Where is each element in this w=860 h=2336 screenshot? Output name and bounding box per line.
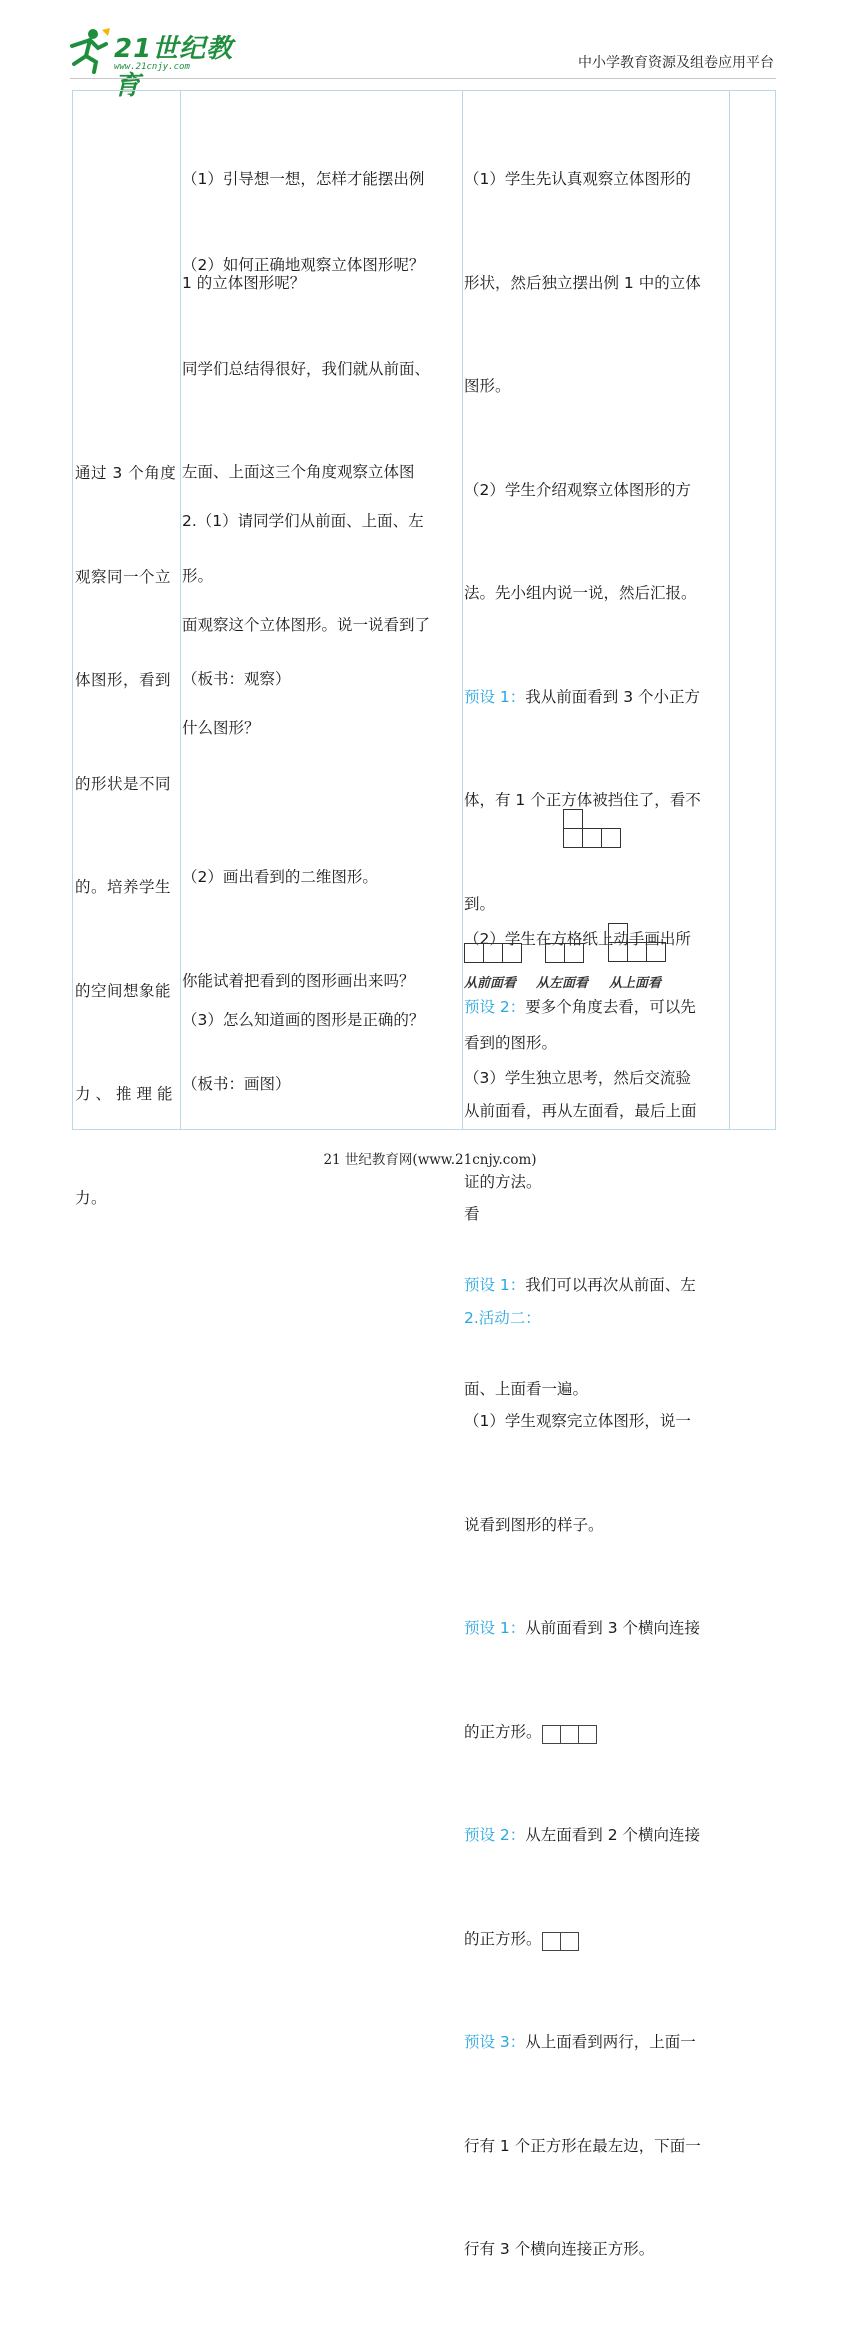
text-line: 同学们总结得很好，我们就从前面、	[182, 359, 431, 378]
text-line: 左面、上面这三个角度观察立体图	[182, 463, 415, 481]
text-line: 形状，然后独立摆出例 1 中的立体	[464, 273, 701, 292]
preset-label: 预设 3：	[464, 2033, 526, 2051]
square-icon	[608, 942, 628, 962]
preset-text: 从前面看到 3 个横向连接	[525, 1619, 701, 1637]
square-icon	[601, 828, 621, 848]
text-line: （板书：观察）	[182, 670, 291, 688]
logo-url: www.21cnjy.com	[114, 62, 190, 72]
teacher-activity-2	[182, 435, 462, 815]
square-icon	[483, 943, 503, 963]
text-line: （2）学生在方格纸上动手画出所	[464, 930, 691, 948]
text-line: 体，有 1 个正方体被挡住了，看不	[464, 791, 701, 809]
header-divider	[70, 78, 776, 79]
column-divider	[729, 91, 730, 1129]
left-view-drawing	[545, 943, 587, 965]
text-line: （1）学生观察完立体图形，说一	[464, 1412, 691, 1430]
text-line	[464, 1715, 729, 1750]
text-line	[464, 1922, 729, 1957]
square-icon	[608, 923, 628, 943]
caption-front: 从前面看	[464, 976, 517, 991]
text-line: 证的方法。	[464, 1172, 542, 1191]
text-line: 的形状是不同	[75, 774, 172, 793]
text-line: 看到的图形。	[464, 1033, 558, 1052]
caption-top: 从上面看	[609, 976, 662, 991]
text-line: 什么图形？	[182, 719, 260, 737]
square-icon	[578, 1725, 597, 1744]
left-view-squares	[542, 1929, 578, 1949]
square-icon	[542, 1725, 561, 1744]
preset-text: 要多个角度去看，可以先	[525, 998, 696, 1016]
text-line: 行有 3 个横向连接正方形。	[464, 2240, 655, 2258]
square-icon	[563, 809, 583, 829]
text-line: （1）引导想一想，怎样才能摆出例	[182, 170, 425, 188]
text-line	[464, 680, 729, 715]
text-line: 看	[464, 1205, 480, 1223]
preset-label: 预设 2：	[464, 998, 526, 1016]
text-line: 的空间想象能	[75, 981, 172, 1000]
text-line: （2）画出看到的二维图形。	[182, 868, 378, 886]
square-icon	[560, 1932, 579, 1951]
square-icon	[542, 1932, 561, 1951]
page-footer: 21 世纪教育网(www.21cnjy.com)	[323, 1152, 537, 1168]
preset-text: 的正方形。	[464, 1722, 542, 1741]
text-line: 体图形，看到	[75, 671, 172, 689]
preset-text: 我们可以再次从前面、左	[525, 1276, 696, 1294]
square-icon	[464, 943, 484, 963]
square-icon	[502, 943, 522, 963]
text-line: 行有 1 个正方形在最左边，下面一	[464, 2136, 701, 2155]
preset-label: 预设 1：	[464, 1276, 526, 1294]
preset-text: 我从前面看到 3 个小正方	[525, 687, 701, 706]
top-view-figure	[563, 809, 633, 853]
text-line: 从前面看，再从左面看，最后上面	[464, 1101, 697, 1120]
text-line: 力、推理能	[75, 1085, 178, 1103]
logo-text: 21世纪教育	[114, 34, 234, 101]
text-line	[464, 1818, 729, 1853]
runner-logo-icon	[62, 26, 112, 74]
text-line: 说看到图形的样子。	[464, 1515, 604, 1534]
text-line: 观察同一个立	[75, 567, 172, 586]
text-line: 通过 3 个角度	[75, 464, 177, 482]
text-line: 力。	[75, 1188, 108, 1207]
text-line: 你能试着把看到的图形画出来吗？	[182, 971, 415, 990]
caption-left: 从左面看	[536, 976, 589, 991]
site-logo[interactable]	[62, 26, 252, 101]
square-icon	[646, 942, 666, 962]
text-line: 到。	[464, 894, 496, 913]
text-line: （1）学生先认真观察立体图形的	[464, 170, 691, 188]
text-line: （2）如何正确地观察立体图形呢？	[182, 256, 425, 274]
preset-label: 预设 1：	[464, 1619, 526, 1637]
text-line: （2）学生介绍观察立体图形的方	[464, 480, 691, 499]
text-line: 面、上面看一遍。	[464, 1379, 589, 1398]
text-line: 2.（1）请同学们从前面、上面、左	[182, 512, 424, 530]
platform-name: 中小学教育资源及组卷应用平台	[578, 55, 774, 71]
square-icon	[560, 1725, 579, 1744]
text-line: 法。先小组内说一说，然后汇报。	[464, 584, 697, 602]
square-icon	[627, 942, 647, 962]
text-line: 形。	[182, 566, 214, 585]
square-icon	[564, 943, 584, 963]
activity-heading: 2.活动二：	[464, 1308, 541, 1327]
column-divider	[462, 91, 463, 1129]
preset-label: 预设 2：	[464, 1826, 526, 1844]
teacher-verify-question	[182, 934, 462, 1107]
text-line: （板书：画图）	[182, 1075, 291, 1093]
text-line	[464, 1611, 729, 1646]
square-icon	[563, 828, 583, 848]
square-icon	[545, 943, 565, 963]
text-line: 面观察这个立体图形。说一说看到了	[182, 615, 431, 634]
preset-label: 预设 1：	[464, 687, 526, 706]
text-line: （3）学生独立思考，然后交流验	[464, 1069, 691, 1087]
text-line: 图形。	[464, 377, 511, 395]
preset-text: 从左面看到 2 个横向连接	[525, 1826, 701, 1844]
page-header	[0, 0, 860, 101]
text-line	[464, 1268, 729, 1303]
text-line: 1 的立体图形呢？	[182, 273, 306, 292]
text-line: 的。培养学生	[75, 878, 172, 896]
text-line: （3）怎么知道画的图形是正确的？	[182, 1011, 425, 1029]
student-verify-activity	[464, 992, 729, 1475]
preset-text: 从上面看到两行，上面一	[525, 2033, 696, 2051]
front-view-drawing	[464, 943, 526, 965]
text-line	[464, 2025, 729, 2060]
front-view-squares	[542, 1722, 596, 1742]
square-icon	[582, 828, 602, 848]
preset-text: 的正方形。	[464, 1929, 542, 1948]
top-view-drawing	[608, 923, 688, 965]
